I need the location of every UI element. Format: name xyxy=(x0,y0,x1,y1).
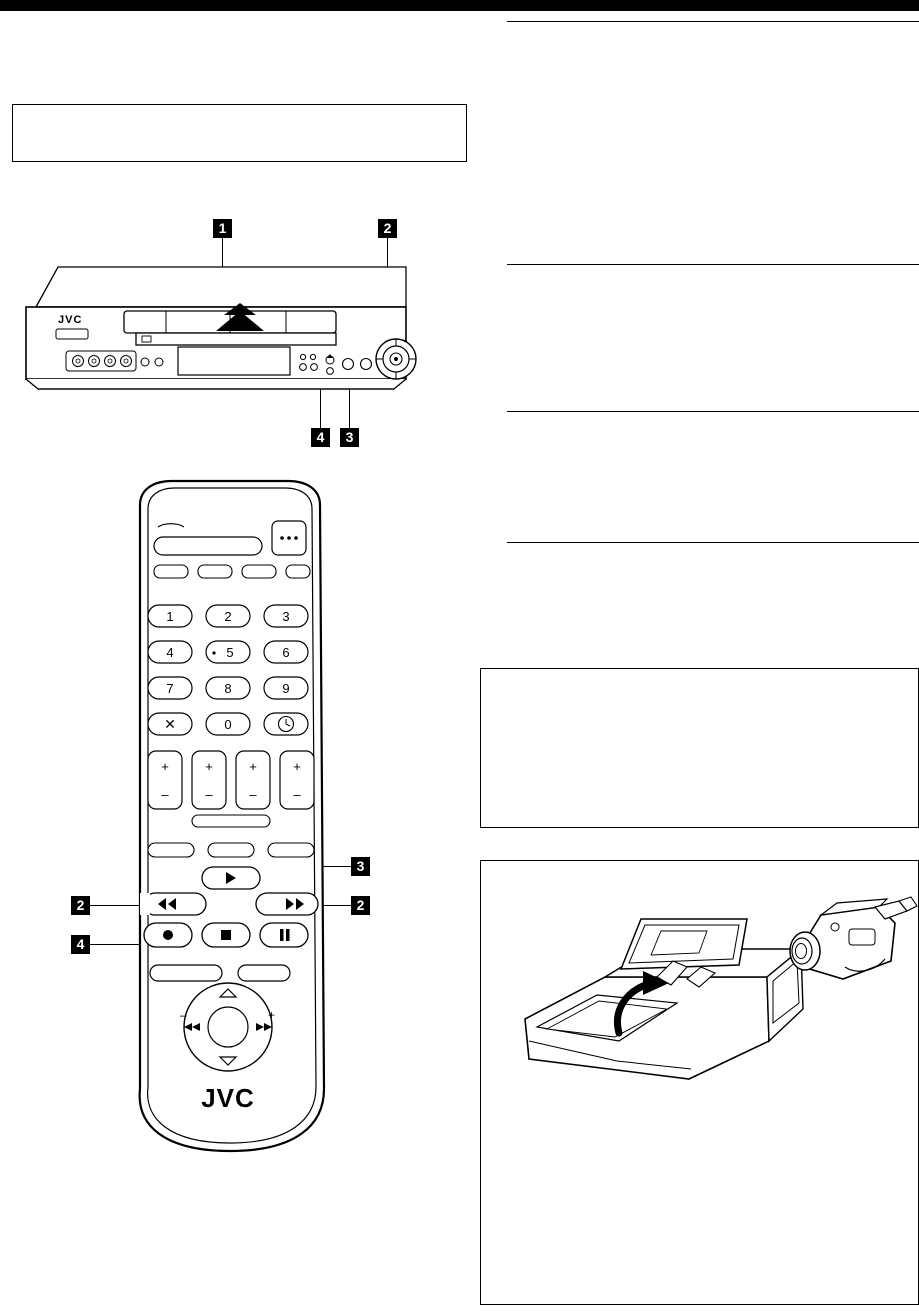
svg-text:JVC: JVC xyxy=(201,1083,255,1113)
section-rule-3 xyxy=(507,411,919,412)
note-box-text xyxy=(13,105,466,117)
svg-text:+: + xyxy=(268,1008,276,1022)
left-column xyxy=(0,11,480,1314)
svg-text:+: + xyxy=(205,759,213,774)
caution-box xyxy=(480,668,919,828)
svg-text:7: 7 xyxy=(166,681,174,696)
section-rule-2 xyxy=(507,264,919,265)
camcorder-illustration xyxy=(501,891,901,1071)
section-body-1 xyxy=(507,33,917,258)
svg-text:JVC: JVC xyxy=(58,314,83,326)
deck-badge-3: 3 xyxy=(340,428,359,447)
svg-text:9: 9 xyxy=(282,681,290,696)
svg-text:–: – xyxy=(161,787,169,802)
figure-box-caption xyxy=(481,1086,919,1106)
remote-control-illustration xyxy=(110,479,350,1169)
svg-text:+: + xyxy=(249,759,257,774)
svg-text:3: 3 xyxy=(282,609,290,624)
note-box xyxy=(12,104,467,162)
svg-text:+: + xyxy=(161,759,169,774)
svg-text:✕: ✕ xyxy=(164,716,176,732)
section-rule-4 xyxy=(507,542,919,543)
svg-text:6: 6 xyxy=(282,645,290,660)
deck-badge-4: 4 xyxy=(311,428,330,447)
caution-box-text xyxy=(481,669,918,689)
right-column xyxy=(480,11,919,1314)
svg-text:5: 5 xyxy=(226,645,234,660)
svg-text:2: 2 xyxy=(224,609,232,624)
section-body-3 xyxy=(507,423,917,541)
section-body-2 xyxy=(507,276,917,411)
figure-box xyxy=(480,860,919,1305)
svg-text:–: – xyxy=(249,787,257,802)
callout-2-right: 2 xyxy=(351,896,370,915)
svg-text:8: 8 xyxy=(224,681,232,696)
deck-badge-2: 2 xyxy=(378,219,397,238)
svg-text:–: – xyxy=(180,1008,187,1022)
page-top-band xyxy=(0,0,919,11)
svg-text:+: + xyxy=(293,759,301,774)
svg-text:0: 0 xyxy=(224,717,232,732)
svg-text:–: – xyxy=(205,787,213,802)
callout-3: 3 xyxy=(351,857,370,876)
vcr-deck-illustration xyxy=(18,259,418,404)
callout-4: 4 xyxy=(71,935,90,954)
svg-text:–: – xyxy=(293,787,301,802)
svg-text:1: 1 xyxy=(166,609,174,624)
deck-badge-1: 1 xyxy=(213,219,232,238)
callout-2-left: 2 xyxy=(71,896,90,915)
svg-text:4: 4 xyxy=(166,645,174,660)
section-rule-1 xyxy=(507,21,919,22)
section-body-4 xyxy=(507,554,917,654)
